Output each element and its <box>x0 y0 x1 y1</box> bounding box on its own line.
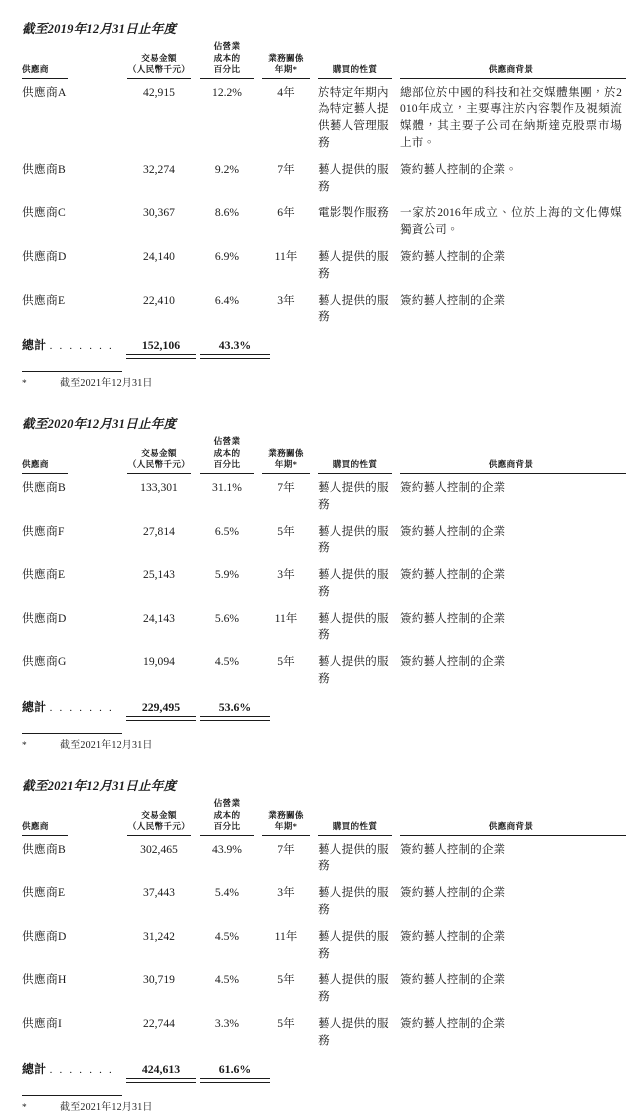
cell-background: 簽約藝人控制的企業 <box>400 249 506 263</box>
table-row <box>22 649 626 693</box>
table-row <box>22 967 626 1011</box>
total-nature-cell <box>314 331 396 357</box>
cell-percent: 6.4% <box>214 293 240 307</box>
cell-amount: 37,443 <box>143 886 175 900</box>
column-header-line: 佔營業 <box>213 798 241 809</box>
table-title: 截至2020年12月31日止年度 <box>22 417 177 432</box>
cell-years: 3年 <box>277 568 295 582</box>
column-header-line: 年期* <box>274 821 298 832</box>
table-row <box>22 81 626 157</box>
header-row <box>22 41 626 81</box>
column-header-line: （人民幣千元） <box>127 64 191 75</box>
column-header-rule <box>318 473 392 474</box>
cell-percent: 5.4% <box>214 886 240 900</box>
cell-amount: 27,814 <box>143 524 175 538</box>
cell-percent: 4.5% <box>214 929 240 943</box>
footnote-body <box>22 739 626 753</box>
cell-percent: 12.2% <box>212 85 242 99</box>
table-footnote <box>22 1095 626 1115</box>
total-row <box>22 1055 626 1081</box>
cell-percent: 43.9% <box>212 842 242 856</box>
column-header-years <box>258 436 314 476</box>
cell-amount: 19,094 <box>143 655 175 669</box>
column-header-line: 百分比 <box>213 459 241 470</box>
column-header-rule <box>22 78 68 79</box>
column-header-rule <box>127 78 191 79</box>
table-header <box>22 41 626 81</box>
header-row <box>22 798 626 838</box>
cell-supplier: 供應商H <box>22 973 67 987</box>
total-percent-cell <box>196 1055 258 1081</box>
total-leader-dots: . . . . . . . <box>49 340 114 353</box>
cell-amount: 42,915 <box>143 85 175 99</box>
table-row <box>22 519 626 563</box>
cell-years: 11年 <box>274 929 298 943</box>
supplier-tables-container <box>22 10 626 1115</box>
column-header-rule <box>200 78 254 79</box>
cell-supplier: 供應商E <box>22 568 66 582</box>
column-header-rule <box>127 835 191 836</box>
table-row <box>22 562 626 606</box>
cell-percent: 8.6% <box>214 206 240 220</box>
cell-nature: 藝人提供的服務 <box>318 1017 389 1047</box>
total-percent-cell <box>196 693 258 719</box>
column-header-background <box>396 41 626 81</box>
cell-years: 7年 <box>277 162 295 176</box>
column-header-supplier <box>22 798 122 838</box>
column-header-line: 供應商 <box>22 821 49 832</box>
cell-nature: 於特定年期內為特定藝人提供藝人管理服務 <box>318 85 389 149</box>
total-label-cell <box>22 1055 122 1081</box>
cell-amount: 22,410 <box>143 293 175 307</box>
cell-supplier: 供應商B <box>22 480 67 494</box>
column-header-line: 業務關係 <box>268 809 304 820</box>
table-row <box>22 476 626 519</box>
footnote-marker: * <box>22 740 27 751</box>
cell-percent: 5.6% <box>214 611 240 625</box>
cell-percent: 6.5% <box>214 524 240 538</box>
cell-background: 簽約藝人控制的企業 <box>400 480 506 494</box>
cell-background: 總部位於中國的科技和社交媒體集團，於2010年成立，主要專注於內容製作及視頻流媒體，其主要子公司在納斯達克股票市場上市。 <box>400 85 622 149</box>
total-label: 總計 <box>22 699 47 714</box>
total-amount-value: 152,106 <box>126 337 196 355</box>
column-header-percent <box>196 41 258 81</box>
column-header-line: 百分比 <box>213 821 241 832</box>
table-footnote <box>22 733 626 753</box>
table-row <box>22 606 626 650</box>
cell-years: 11年 <box>274 611 298 625</box>
column-header-line: 供應商背景 <box>488 64 534 75</box>
column-header-line: 供應商背景 <box>488 821 534 832</box>
column-header-amount <box>122 41 196 81</box>
cell-nature: 藝人提供的服務 <box>318 293 389 324</box>
cell-percent: 31.1% <box>212 480 242 494</box>
cell-supplier: 供應商A <box>22 85 67 99</box>
cell-percent: 6.9% <box>214 249 240 263</box>
table-row <box>22 200 626 244</box>
column-header-rule <box>318 78 392 79</box>
column-header-years <box>258 41 314 81</box>
cell-supplier: 供應商E <box>22 886 66 900</box>
table-row <box>22 880 626 924</box>
cell-years: 4年 <box>277 85 295 99</box>
total-label: 總計 <box>22 338 47 353</box>
column-header-percent <box>196 436 258 476</box>
column-header-rule <box>262 78 310 79</box>
total-label-cell <box>22 693 122 719</box>
cell-amount: 30,367 <box>143 206 175 220</box>
column-header-rule <box>200 473 254 474</box>
total-amount-cell <box>122 331 196 357</box>
total-background-cell <box>396 1055 626 1081</box>
footnote-rule <box>22 371 122 372</box>
column-header-line: 百分比 <box>213 64 241 75</box>
column-header-line: 交易金額 <box>141 447 177 458</box>
column-header-line: 交易金額 <box>141 809 177 820</box>
total-leader-dots: . . . . . . . <box>49 1063 114 1076</box>
table-row <box>22 924 626 968</box>
cell-supplier: 供應商I <box>22 1017 63 1031</box>
column-header-line: 成本的 <box>213 809 241 820</box>
cell-supplier: 供應商D <box>22 611 67 625</box>
footnote-text: 截至2021年12月31日 <box>60 739 153 751</box>
total-label: 總計 <box>22 1061 47 1076</box>
column-header-line: 成本的 <box>213 52 241 63</box>
column-header-supplier <box>22 436 122 476</box>
column-header-amount <box>122 436 196 476</box>
table-block <box>22 767 626 1115</box>
cell-amount: 32,274 <box>143 162 175 176</box>
cell-nature: 藝人提供的服務 <box>318 480 389 511</box>
column-header-line: 業務關係 <box>268 447 304 458</box>
total-amount-cell <box>122 693 196 719</box>
cell-nature: 藝人提供的服務 <box>318 249 389 280</box>
cell-amount: 31,242 <box>143 929 175 943</box>
cell-supplier: 供應商F <box>22 524 65 538</box>
cell-years: 5年 <box>277 973 295 987</box>
cell-nature: 藝人提供的服務 <box>318 524 389 555</box>
table-header <box>22 436 626 476</box>
cell-supplier: 供應商B <box>22 842 67 856</box>
footnote-body <box>22 377 626 391</box>
cell-percent: 4.5% <box>214 973 240 987</box>
total-amount-value: 229,495 <box>126 699 196 717</box>
table-body <box>22 81 626 358</box>
total-nature-cell <box>314 1055 396 1081</box>
cell-amount: 302,465 <box>140 842 178 856</box>
column-header-rule <box>262 473 310 474</box>
column-header-background <box>396 798 626 838</box>
cell-amount: 30,719 <box>143 973 175 987</box>
column-header-line: 佔營業 <box>213 436 241 447</box>
supplier-table <box>22 436 626 719</box>
total-label-cell <box>22 331 122 357</box>
cell-background: 簽約藝人控制的企業 <box>400 568 506 582</box>
column-header-rule <box>22 835 68 836</box>
cell-supplier: 供應商G <box>22 655 67 669</box>
total-amount-cell <box>122 1055 196 1081</box>
column-header-rule <box>262 835 310 836</box>
table-row <box>22 157 626 201</box>
total-leader-dots: . . . . . . . <box>49 701 114 714</box>
total-amount-value: 424,613 <box>126 1061 196 1079</box>
column-header-line: 年期* <box>274 459 298 470</box>
total-row <box>22 693 626 719</box>
table-row <box>22 1011 626 1055</box>
column-header-line: 供應商 <box>22 64 49 75</box>
cell-supplier: 供應商E <box>22 293 66 307</box>
table-block <box>22 405 626 753</box>
cell-background: 簽約藝人控制的企業 <box>400 1017 506 1031</box>
cell-years: 5年 <box>277 655 295 669</box>
cell-amount: 24,143 <box>143 611 175 625</box>
column-header-line: （人民幣千元） <box>127 459 191 470</box>
table-title: 截至2021年12月31日止年度 <box>22 779 177 794</box>
column-header-line: 購買的性質 <box>332 64 378 75</box>
table-block <box>22 10 626 391</box>
supplier-table <box>22 798 626 1081</box>
cell-background: 簽約藝人控制的企業 <box>400 293 506 307</box>
cell-amount: 133,301 <box>140 480 178 494</box>
table-body <box>22 838 626 1081</box>
column-header-line: 年期* <box>274 64 298 75</box>
footnote-marker: * <box>22 379 27 390</box>
cell-nature: 藝人提供的服務 <box>318 655 389 686</box>
column-header-nature <box>314 798 396 838</box>
column-header-nature <box>314 41 396 81</box>
column-header-rule <box>318 835 392 836</box>
cell-background: 簽約藝人控制的企業。 <box>400 162 517 176</box>
table-row <box>22 838 626 881</box>
cell-nature: 藝人提供的服務 <box>318 929 389 960</box>
column-header-line: 交易金額 <box>141 52 177 63</box>
cell-supplier: 供應商B <box>22 162 67 176</box>
cell-percent: 4.5% <box>214 655 240 669</box>
column-header-rule <box>127 473 191 474</box>
total-percent-value: 53.6% <box>200 699 270 717</box>
cell-supplier: 供應商C <box>22 206 67 220</box>
cell-years: 7年 <box>277 480 295 494</box>
footnote-rule <box>22 733 122 734</box>
table-header <box>22 798 626 838</box>
footnote-rule <box>22 1095 122 1096</box>
cell-nature: 藝人提供的服務 <box>318 611 389 642</box>
column-header-line: 購買的性質 <box>332 821 378 832</box>
column-header-line: 購買的性質 <box>332 459 378 470</box>
footnote-body <box>22 1101 626 1115</box>
cell-background: 簽約藝人控制的企業 <box>400 886 506 900</box>
column-header-amount <box>122 798 196 838</box>
total-row <box>22 331 626 357</box>
total-nature-cell <box>314 693 396 719</box>
cell-nature: 藝人提供的服務 <box>318 162 389 193</box>
cell-background: 簽約藝人控制的企業 <box>400 524 506 538</box>
column-header-years <box>258 798 314 838</box>
cell-supplier: 供應商D <box>22 249 67 263</box>
cell-supplier: 供應商D <box>22 929 67 943</box>
column-header-line: （人民幣千元） <box>127 821 191 832</box>
table-row <box>22 288 626 332</box>
column-header-percent <box>196 798 258 838</box>
cell-percent: 9.2% <box>214 162 240 176</box>
column-header-nature <box>314 436 396 476</box>
cell-years: 5年 <box>277 524 295 538</box>
header-row <box>22 436 626 476</box>
column-header-supplier <box>22 41 122 81</box>
column-header-rule <box>400 835 626 836</box>
supplier-table <box>22 41 626 357</box>
cell-years: 7年 <box>277 842 295 856</box>
cell-nature: 藝人提供的服務 <box>318 568 389 598</box>
total-background-cell <box>396 331 626 357</box>
footnote-marker: * <box>22 1102 27 1113</box>
cell-years: 5年 <box>277 1017 295 1031</box>
column-header-rule <box>22 473 68 474</box>
cell-background: 簽約藝人控制的企業 <box>400 842 506 856</box>
total-percent-cell <box>196 331 258 357</box>
cell-amount: 25,143 <box>143 568 175 582</box>
column-header-line: 業務關係 <box>268 52 304 63</box>
cell-background: 簽約藝人控制的企業 <box>400 929 506 943</box>
column-header-line: 佔營業 <box>213 41 241 51</box>
cell-years: 6年 <box>277 206 295 220</box>
cell-background: 簽約藝人控制的企業 <box>400 611 506 625</box>
cell-percent: 3.3% <box>214 1017 240 1031</box>
column-header-line: 供應商 <box>22 459 49 470</box>
cell-amount: 24,140 <box>143 249 175 263</box>
cell-background: 簽約藝人控制的企業 <box>400 655 506 669</box>
table-footnote <box>22 371 626 391</box>
column-header-rule <box>200 835 254 836</box>
column-header-line: 供應商背景 <box>488 459 534 470</box>
cell-nature: 藝人提供的服務 <box>318 842 389 873</box>
total-percent-value: 61.6% <box>200 1061 270 1079</box>
cell-amount: 22,744 <box>143 1017 175 1031</box>
table-title: 截至2019年12月31日止年度 <box>22 22 177 36</box>
footnote-text: 截至2021年12月31日 <box>60 1101 153 1113</box>
table-body <box>22 476 626 719</box>
cell-background: 簽約藝人控制的企業 <box>400 973 506 987</box>
column-header-line: 成本的 <box>213 447 241 458</box>
column-header-background <box>396 436 626 476</box>
cell-years: 3年 <box>277 293 295 307</box>
cell-years: 11年 <box>274 249 298 263</box>
cell-years: 3年 <box>277 886 295 900</box>
total-background-cell <box>396 693 626 719</box>
column-header-rule <box>400 78 626 79</box>
cell-nature: 電影製作服務 <box>318 206 389 220</box>
cell-background: 一家於2016年成立、位於上海的文化傳媒獨資公司。 <box>400 206 622 237</box>
column-header-rule <box>400 473 626 474</box>
cell-percent: 5.9% <box>214 568 240 582</box>
footnote-text: 截至2021年12月31日 <box>60 378 153 390</box>
cell-nature: 藝人提供的服務 <box>318 973 389 1004</box>
cell-nature: 藝人提供的服務 <box>318 886 389 917</box>
total-percent-value: 43.3% <box>200 337 270 355</box>
table-row <box>22 244 626 288</box>
